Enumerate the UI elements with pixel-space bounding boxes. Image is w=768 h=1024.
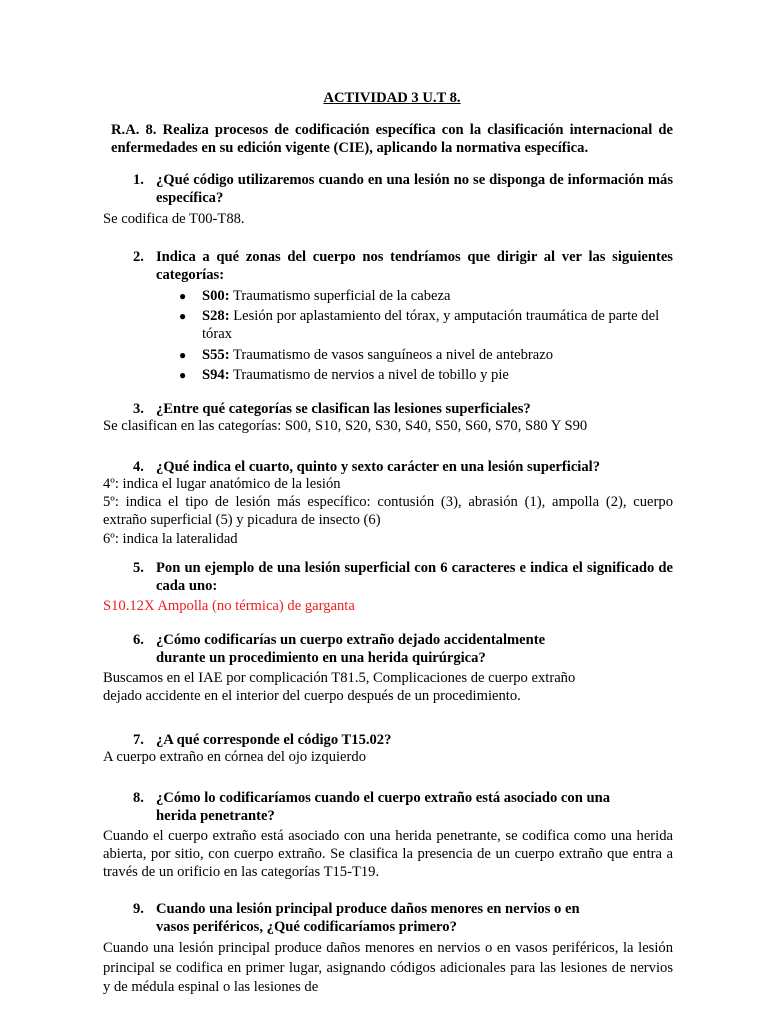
question-text — [156, 631, 673, 667]
answer-line: 4º: indica el lugar anatómico de la lesión — [103, 476, 341, 492]
question-number: 7. — [133, 732, 144, 748]
answer-9: Cuando una lesión principal produce daños menores en nervios o en vasos periféricos, la lesión principal se codifica en primer lugar, asignando códigos adicionales para las lesiones de nervios y de médula espinal o las lesiones de — [103, 940, 673, 995]
question-4 — [133, 458, 673, 476]
answer-5: S10.12X Ampolla (no térmica) de garganta — [103, 598, 355, 614]
document-title: ACTIVIDAD 3 U.T 8. — [323, 90, 461, 106]
question-line: ¿Cómo codificarías un cuerpo extraño dejado accidentalmente — [156, 632, 546, 648]
question-2 — [133, 248, 673, 284]
question-line: durante un procedimiento en una herida quirúrgica? — [156, 650, 486, 667]
category-desc: Traumatismo de nervios a nivel de tobillo y pie — [229, 366, 509, 383]
category-list — [179, 287, 673, 386]
question-text: Pon un ejemplo de una lesión superficial con 6 caracteres e indica el significado de cada uno: — [156, 560, 673, 595]
question-number: 4. — [133, 459, 144, 475]
question-number: 9. — [133, 901, 144, 917]
question-number: 8. — [133, 790, 144, 806]
question-line: ¿Cómo lo codificaríamos cuando el cuerpo extraño está asociado con una — [156, 790, 611, 806]
question-7 — [133, 731, 673, 749]
question-number: 3. — [133, 401, 144, 417]
question-text: ¿Qué indica el cuarto, quinto y sexto carácter en una lesión superficial? — [156, 459, 601, 475]
category-desc: Lesión por aplastamiento del tórax, y amputación traumática de parte del tórax — [202, 308, 660, 343]
question-number: 6. — [133, 632, 144, 648]
category-code: S28: — [202, 308, 230, 325]
question-3 — [133, 400, 673, 418]
category-desc: Traumatismo superficial de la cabeza — [229, 288, 451, 304]
answer-7: A cuerpo extraño en córnea del ojo izquierdo — [103, 749, 366, 765]
answer-4 — [103, 475, 673, 548]
bullet-icon: ● — [179, 309, 187, 324]
answer-line: 5º: indica el tipo de lesión más específico: contusión (3), abrasión (1), ampolla (2), cuerpo extraño superficial (5) y picadura de insecto (6) — [103, 494, 673, 529]
bullet-icon: ● — [179, 367, 187, 382]
category-desc: Traumatismo de vasos sanguíneos a nivel de antebrazo — [229, 346, 554, 363]
list-item — [179, 307, 673, 343]
question-number: 2. — [133, 249, 144, 265]
question-5 — [133, 559, 673, 595]
question-9 — [133, 900, 673, 936]
question-text: ¿Entre qué categorías se clasifican las lesiones superficiales? — [156, 401, 531, 417]
question-6 — [133, 631, 673, 667]
question-number: 1. — [133, 172, 144, 188]
question-number: 5. — [133, 560, 144, 576]
question-text — [156, 789, 673, 825]
bullet-icon: ● — [179, 347, 187, 362]
question-text: ¿Qué código utilizaremos cuando en una lesión no se disponga de información más específica? — [156, 172, 673, 207]
bullet-icon: ● — [179, 289, 187, 303]
answer-line: 6º: indica la lateralidad — [103, 530, 238, 547]
learning-outcome: R.A. 8. Realiza procesos de codificación específica con la clasificación internacional de enfermedades en su edición vigente (CIE), aplicando la normativa específica. — [111, 122, 673, 157]
answer-line: Buscamos en el IAE por complicación T81.5, Complicaciones de cuerpo extraño — [103, 670, 576, 686]
question-line: vasos periféricos, ¿Qué codificaríamos primero? — [156, 919, 457, 936]
answer-8: Cuando el cuerpo extraño está asociado con una herida penetrante, se codifica como una herida abierta, por sitio, con cuerpo extraño. Se clasifica la presencia de un cuerpo extraño que entra a través de un orificio en las categorías T15-T19. — [103, 828, 673, 881]
question-text: Indica a qué zonas del cuerpo nos tendríamos que dirigir al ver las siguientes categorías: — [156, 249, 673, 284]
list-item — [179, 287, 673, 305]
answer-6 — [103, 669, 673, 705]
list-item — [179, 366, 673, 384]
answer-3: Se clasifican en las categorías: S00, S10, S20, S30, S40, S50, S60, S70, S80 Y S90 — [103, 418, 588, 434]
question-line: herida penetrante? — [156, 808, 275, 825]
question-line: Cuando una lesión principal produce daños menores en nervios o en — [156, 901, 580, 917]
question-text: ¿A qué corresponde el código T15.02? — [156, 732, 392, 748]
answer-1: Se codifica de T00-T88. — [103, 211, 245, 227]
question-1 — [133, 171, 673, 207]
question-8 — [133, 789, 673, 825]
category-code: S00: — [202, 288, 230, 304]
category-code: S55: — [202, 346, 230, 363]
category-code: S94: — [202, 366, 230, 383]
list-item — [179, 346, 673, 364]
question-text — [156, 900, 673, 936]
answer-line: dejado accidente en el interior del cuerpo después de un procedimiento. — [103, 688, 521, 705]
